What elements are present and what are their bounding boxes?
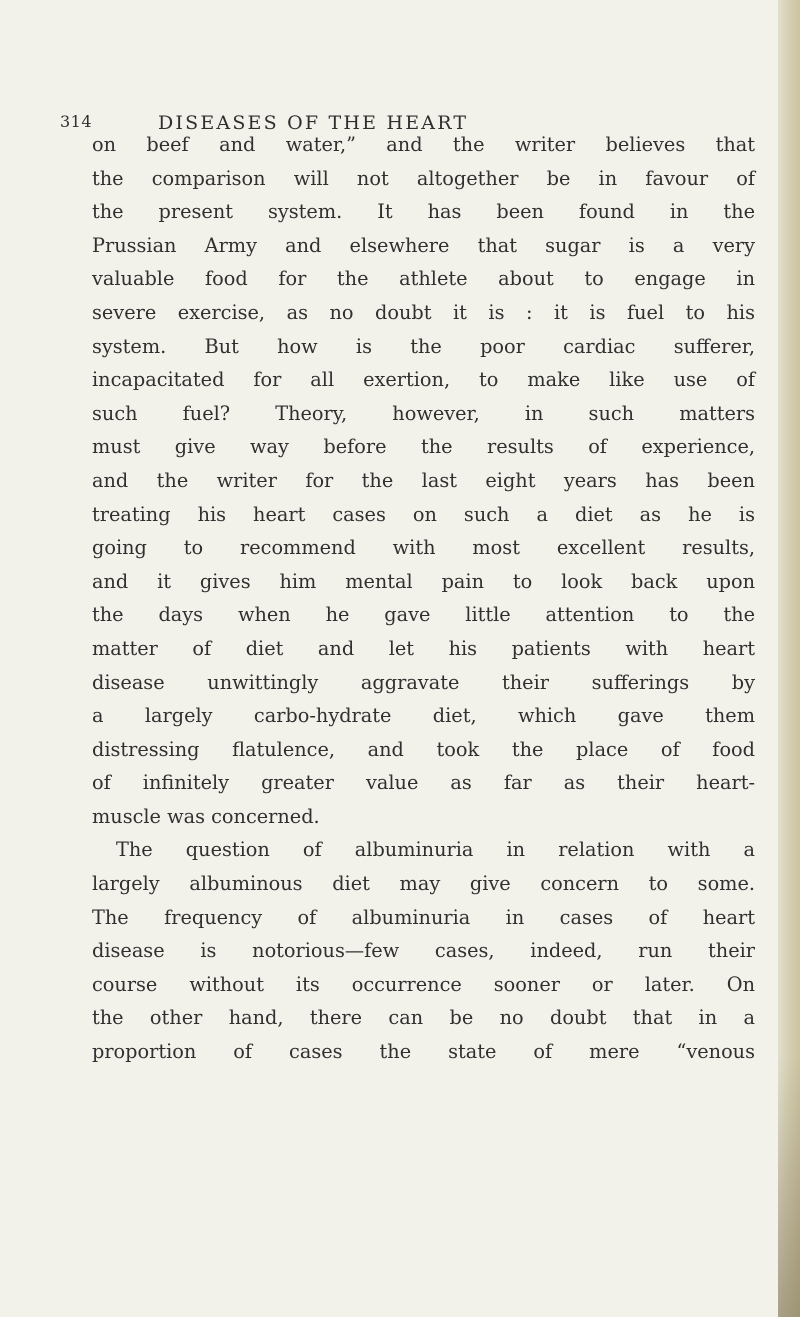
- text-line: The frequency of albuminuria in cases of heart: [92, 905, 755, 929]
- text-line: severe exercise, as no doubt it is : it is fuel to his: [92, 300, 755, 324]
- text-line: incapacitated for all exertion, to make like use of: [92, 368, 755, 392]
- text-line: treating his heart cases on such a diet as he is: [92, 502, 755, 526]
- text-line: proportion of cases the state of mere “venous: [92, 1040, 755, 1064]
- body-text: [92, 128, 755, 1069]
- text-line: and it gives him mental pain to look back upon: [92, 569, 755, 593]
- page-header-title: DISEASES OF THE HEART: [158, 112, 469, 134]
- text-line: course without its occurrence sooner or later. On: [92, 972, 755, 996]
- text-line: the present system. It has been found in the: [92, 200, 755, 224]
- text-line: disease unwittingly aggravate their sufferings by: [92, 670, 755, 694]
- text-line: on beef and water,” and the writer believes that: [92, 133, 755, 156]
- text-line: disease is notorious—few cases, indeed, run their: [92, 939, 755, 963]
- text-line: and the writer for the last eight years has been: [92, 468, 755, 492]
- text-line: the other hand, there can be no doubt that in a: [92, 1006, 755, 1030]
- text-line: of infinitely greater value as far as their heart-: [92, 771, 755, 795]
- text-line: a largely carbo-hydrate diet, which gave them: [92, 704, 755, 728]
- text-line: going to recommend with most excellent results,: [92, 536, 755, 560]
- text-line: Prussian Army and elsewhere that sugar is a very: [92, 233, 755, 257]
- text-line: The question of albuminuria in relation with a: [116, 838, 755, 862]
- text-line: the days when he gave little attention to the: [92, 603, 755, 627]
- text-line: matter of diet and let his patients with heart: [92, 636, 755, 660]
- text-line: the comparison will not altogether be in favour of: [92, 166, 755, 190]
- text-line: distressing flatulence, and took the place of food: [92, 737, 755, 761]
- page-edge-darkening: [778, 1057, 800, 1317]
- text-line: largely albuminous diet may give concern to some.: [92, 872, 755, 896]
- text-line: system. But how is the poor cardiac sufferer,: [92, 334, 755, 358]
- text-line: such fuel? Theory, however, in such matters: [92, 401, 755, 425]
- text-line: must give way before the results of experience,: [92, 435, 755, 459]
- text-line: valuable food for the athlete about to engage in: [92, 267, 755, 291]
- page-number: 314: [60, 112, 93, 131]
- text-line: muscle was concerned.: [92, 804, 320, 828]
